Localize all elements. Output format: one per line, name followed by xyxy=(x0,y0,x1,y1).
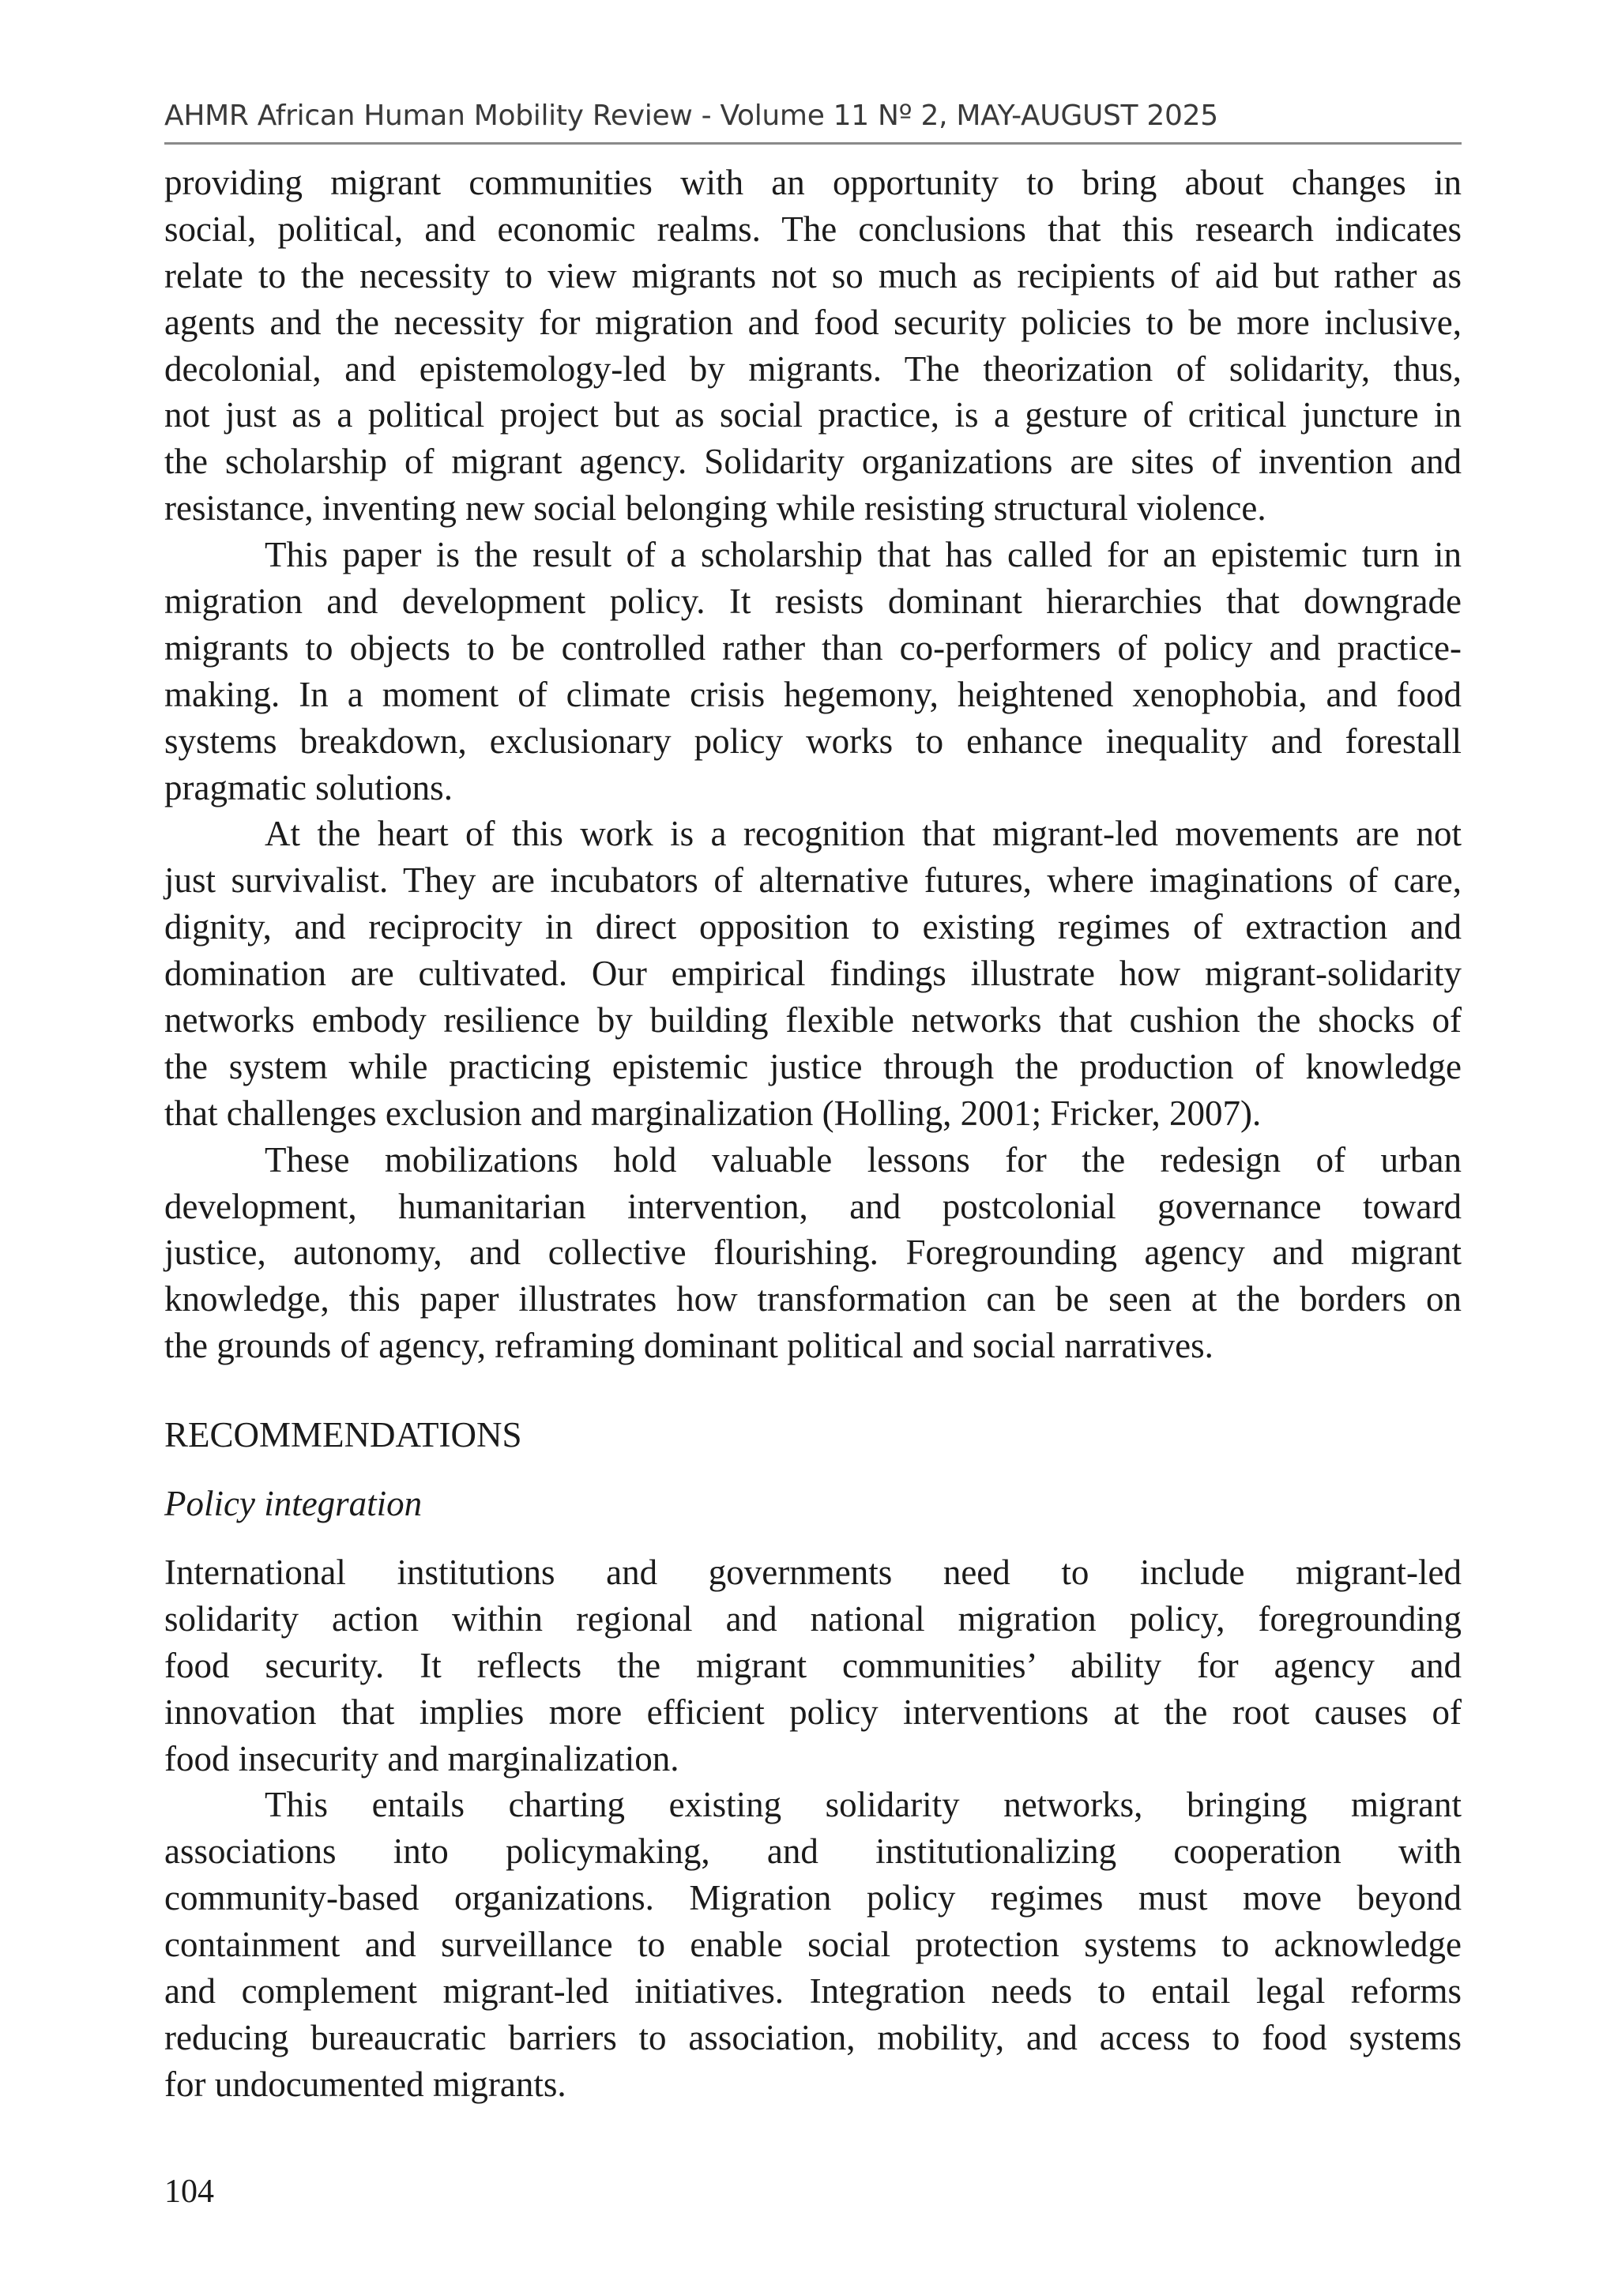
text-line: migrants to objects to be controlled rather than co-performers of policy and practice- xyxy=(164,627,1462,668)
text-line: This entails charting existing solidarity networks, bringing migrant xyxy=(265,1785,1462,1825)
text-line: and complement migrant-led initiatives. Integration needs to entail legal reforms xyxy=(164,1971,1462,2012)
running-header: AHMR African Human Mobility Review - Volume 11 Nº 2, MAY-AUGUST 2025 xyxy=(164,100,1218,132)
text-line: decolonial, and epistemology-led by migrants. The theorization of solidarity, thus, xyxy=(164,348,1462,389)
text-line: making. In a moment of climate crisis hegemony, heightened xenophobia, and food xyxy=(164,674,1462,714)
text-line: the grounds of agency, reframing dominant political and social narratives. xyxy=(164,1326,1214,1366)
text-line: relate to the necessity to view migrants not so much as recipients of aid but rather as xyxy=(164,255,1462,295)
text-line: the scholarship of migrant agency. Solidarity organizations are sites of invention and xyxy=(164,442,1462,482)
text-line: innovation that implies more efficient policy interventions at the root causes of xyxy=(164,1692,1462,1732)
text-line: dignity, and reciprocity in direct opposition to existing regimes of extraction and xyxy=(164,907,1462,947)
text-line: social, political, and economic realms. The conclusions that this research indicates xyxy=(164,209,1462,249)
text-line: food insecurity and marginalization. xyxy=(164,1738,679,1778)
text-line: for undocumented migrants. xyxy=(164,2064,566,2104)
text-line: not just as a political project but as social practice, is a gesture of critical juncture in xyxy=(164,395,1462,435)
header-rule xyxy=(164,142,1462,145)
text-line: domination are cultivated. Our empirical findings illustrate how migrant-solidarity xyxy=(164,954,1462,994)
text-line: reducing bureaucratic barriers to association, mobility, and access to food systems xyxy=(164,2017,1462,2057)
text-line: systems breakdown, exclusionary policy works to enhance inequality and forestall xyxy=(164,721,1462,761)
section-heading: RECOMMENDATIONS xyxy=(164,1415,522,1455)
text-line: justice, autonomy, and collective flourishing. Foregrounding agency and migrant xyxy=(164,1233,1462,1273)
page-number: 104 xyxy=(164,2174,214,2210)
body-text-bottom xyxy=(164,1549,1462,2108)
text-line: networks embody resilience by building flexible networks that cushion the shocks of xyxy=(164,1000,1462,1041)
text-line: just survivalist. They are incubators of alternative futures, where imaginations of care, xyxy=(164,860,1462,901)
text-line: agents and the necessity for migration and food security policies to be more inclusive, xyxy=(164,302,1462,342)
text-line: At the heart of this work is a recognition that migrant-led movements are not xyxy=(265,814,1462,854)
text-line: migration and development policy. It resists dominant hierarchies that downgrade xyxy=(164,582,1462,622)
text-line: providing migrant communities with an opportunity to bring about changes in xyxy=(164,163,1462,202)
text-line: that challenges exclusion and marginalization (Holling, 2001; Fricker, 2007). xyxy=(164,1093,1262,1133)
text-line: pragmatic solutions. xyxy=(164,767,453,807)
subsection-heading: Policy integration xyxy=(164,1484,423,1523)
text-line: International institutions and governments need to include migrant-led xyxy=(164,1553,1462,1592)
text-line: This paper is the result of a scholarship that has called for an epistemic turn in xyxy=(265,535,1462,575)
text-line: development, humanitarian intervention, and postcolonial governance toward xyxy=(164,1186,1462,1226)
text-line: food security. It reflects the migrant communities’ ability for agency and xyxy=(164,1645,1462,1685)
text-line: associations into policymaking, and institutionalizing cooperation with xyxy=(164,1831,1462,1872)
text-line: These mobilizations hold valuable lessons for the redesign of urban xyxy=(265,1139,1462,1180)
body-text-top xyxy=(164,160,1462,1369)
text-line: the system while practicing epistemic justice through the production of knowledge xyxy=(164,1046,1462,1086)
text-line: community-based organizations. Migration policy regimes must move beyond xyxy=(164,1878,1462,1918)
text-line: resistance, inventing new social belonging while resisting structural violence. xyxy=(164,488,1266,529)
text-line: containment and surveillance to enable social protection systems to acknowledge xyxy=(164,1925,1462,1965)
text-line: solidarity action within regional and national migration policy, foregrounding xyxy=(164,1598,1462,1639)
text-line: knowledge, this paper illustrates how transformation can be seen at the borders on xyxy=(164,1279,1462,1319)
